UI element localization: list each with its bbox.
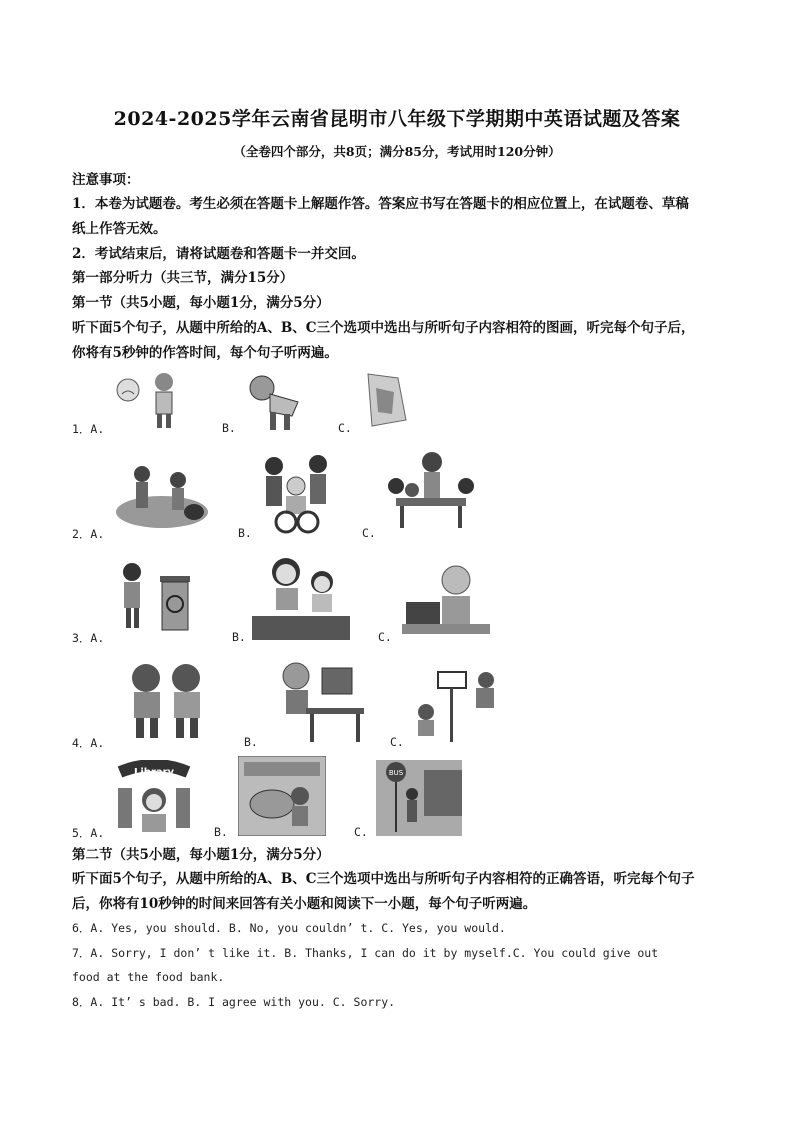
q1-picture-b	[240, 372, 306, 434]
q2-picture-a	[112, 456, 212, 532]
q3-picture-c	[402, 558, 490, 638]
q2-label-b: B.	[238, 526, 252, 540]
question-8: 8．A. It’ s bad. B. I agree with you. C. Sorry.	[72, 995, 396, 1009]
q3-picture-a	[114, 558, 198, 636]
q1-label-a: 1．A.	[72, 422, 105, 436]
q2-label-a: 2．A.	[72, 527, 105, 541]
notice-item-1-line-1: 1．本卷为试题卷。考生必须在答题卡上解题作答。答案应书写在答题卡的相应位置上，在试题卷、草稿	[72, 196, 689, 212]
part1-heading: 第一部分听力（共三节，满分15分）	[72, 270, 294, 286]
q4-label-b: B.	[244, 735, 258, 749]
q2-picture-c	[382, 450, 478, 534]
q4-picture-a	[118, 660, 214, 740]
page-title: 2024-2025学年云南省昆明市八年级下学期期中英语试题及答案	[113, 108, 681, 130]
section1-instruction-line-2: 你将有5秒钟的作答时间，每个句子听两遍。	[72, 345, 338, 361]
q2-picture-b	[254, 452, 338, 534]
q5-label-b: B.	[214, 825, 228, 839]
q3-label-a: 3．A.	[72, 631, 105, 645]
library-sign-text: Library	[133, 767, 175, 778]
q1-label-c: C.	[338, 421, 352, 435]
q4-label-c: C.	[390, 735, 404, 749]
q5-picture-a	[114, 760, 194, 836]
question-7-line-1: 7．A. Sorry, I don’ t like it. B. Thanks, I can do it by myself.C. You could give out	[72, 946, 659, 960]
q3-picture-b	[252, 554, 350, 640]
section1-instruction-line-1: 听下面5个句子，从题中所给的A、B、C三个选项中选出与所听句子内容相符的图画，听完每个句子后，	[72, 320, 695, 336]
page-subtitle: （全卷四个部分，共8页；满分85分，考试用时120分钟）	[233, 144, 561, 159]
section2-instruction-line-1: 听下面5个句子，从题中所给的A、B、C三个选项中选出与所听句子内容相符的正确答语，听完每个句子	[72, 871, 695, 887]
q1-picture-a	[112, 368, 192, 430]
q2-label-c: C.	[362, 526, 376, 540]
bus-sign-text: BUS	[388, 769, 404, 777]
notice-item-2: 2．考试结束后，请将试题卷和答题卡一并交回。	[72, 246, 365, 262]
q4-label-a: 4．A.	[72, 736, 105, 750]
q3-label-b: B.	[232, 630, 246, 644]
q5-picture-b	[238, 756, 326, 836]
section1-heading: 第一节（共5小题，每小题1分，满分5分）	[72, 295, 330, 311]
notice-heading: 注意事项：	[72, 172, 140, 188]
section2-instruction-line-2: 后，你将有10秒钟的时间来回答有关小题和阅读下一小题，每个句子听两遍。	[72, 896, 537, 912]
q3-label-c: C.	[378, 630, 392, 644]
question-7-line-2: food at the food bank.	[72, 970, 225, 984]
notice-item-1-line-2: 纸上作答无效。	[72, 221, 167, 237]
question-6: 6．A. Yes, you should. B. No, you couldn’ t. C. Yes, you would.	[72, 921, 506, 935]
section2-heading: 第二节（共5小题，每小题1分，满分5分）	[72, 847, 330, 863]
q1-label-b: B.	[222, 421, 236, 435]
q4-picture-c	[410, 666, 500, 744]
q4-picture-b	[266, 658, 364, 744]
q5-picture-c	[376, 760, 462, 836]
q1-picture-c	[358, 368, 412, 430]
q5-label-a: 5．A.	[72, 826, 105, 840]
q5-label-c: C.	[354, 825, 368, 839]
